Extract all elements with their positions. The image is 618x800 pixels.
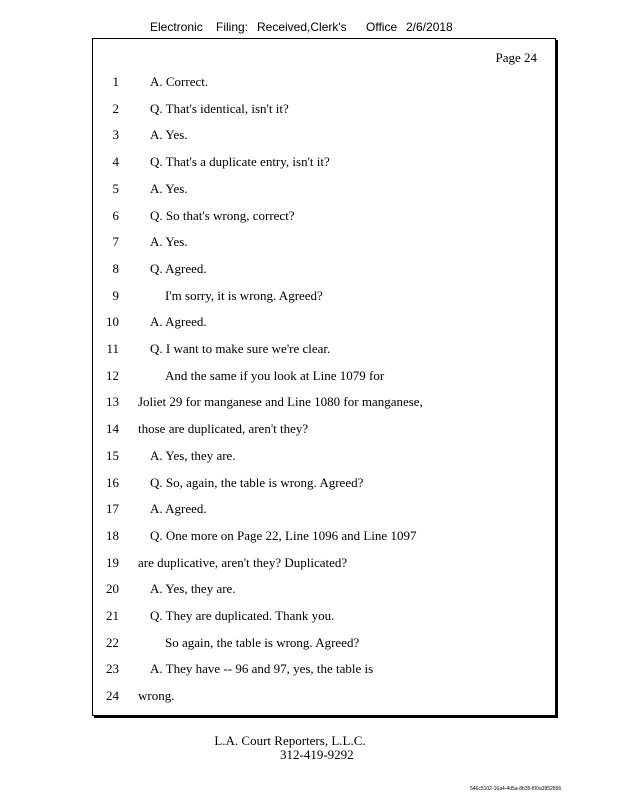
line-text: those are duplicated, aren't they? xyxy=(138,421,309,437)
line-text: A. Yes. xyxy=(150,180,188,196)
line-number: 17 xyxy=(106,501,119,517)
line-number: 9 xyxy=(112,287,119,303)
line-number: 23 xyxy=(106,661,119,677)
transcript-line xyxy=(93,73,555,91)
transcript-line xyxy=(93,126,555,144)
line-number: 21 xyxy=(106,608,119,623)
line-text: So again, the table is wrong. Agreed? xyxy=(165,634,360,650)
line-text: A. Agreed. xyxy=(150,501,207,517)
transcript-line xyxy=(93,474,555,492)
transcript-line xyxy=(93,634,555,652)
transcript-line xyxy=(93,393,555,411)
line-number: 5 xyxy=(112,180,119,196)
header-word-received: Received,Clerk's xyxy=(257,20,347,34)
line-text: Q. That's identical, isn't it? xyxy=(150,100,289,116)
line-text: Q. They are duplicated. Thank you. xyxy=(150,608,335,623)
transcript-line xyxy=(93,100,555,118)
court-reporter-name: L.A. Court Reporters, L.L.C. xyxy=(214,733,366,748)
transcript-line xyxy=(93,207,555,225)
transcript-line xyxy=(93,447,555,465)
line-number: 1 xyxy=(112,74,119,89)
header-word-filing: Filing: xyxy=(216,20,249,34)
line-number: 24 xyxy=(106,688,119,704)
line-text: Q. That's a duplicate entry, isn't it? xyxy=(150,154,330,170)
transcript-line xyxy=(93,687,555,705)
transcript-line xyxy=(93,313,555,331)
transcript-line xyxy=(93,580,555,598)
court-reporter-phone: 312-419-9292 xyxy=(280,747,354,762)
transcript-line xyxy=(93,660,555,678)
line-text: And the same if you look at Line 1079 for xyxy=(165,367,385,383)
transcript-page-frame xyxy=(92,38,556,716)
page-number: Page 24 xyxy=(495,50,537,65)
header-word-electronic: Electronic xyxy=(150,20,203,34)
line-text: A. Yes, they are. xyxy=(150,447,236,463)
transcript-line xyxy=(93,153,555,171)
header-word-office: Office xyxy=(366,20,398,34)
line-number: 12 xyxy=(106,367,119,383)
transcript-line xyxy=(93,554,555,572)
line-number: 3 xyxy=(112,127,119,143)
transcript-line xyxy=(93,287,555,305)
transcript-line xyxy=(93,340,555,358)
transcript-line xyxy=(93,420,555,438)
line-number: 4 xyxy=(112,154,119,170)
line-number: 7 xyxy=(112,234,119,250)
line-number: 11 xyxy=(106,341,119,356)
line-text: A. Agreed. xyxy=(150,314,207,330)
transcript-line xyxy=(93,180,555,198)
transcript-line xyxy=(93,527,555,545)
transcript-line xyxy=(93,233,555,251)
line-text: are duplicative, aren't they? Duplicated? xyxy=(138,554,348,570)
transcript-line xyxy=(93,260,555,278)
line-number: 20 xyxy=(106,581,119,597)
line-text: A. Correct. xyxy=(150,74,209,89)
line-text: Q. So, again, the table is wrong. Agreed? xyxy=(150,474,364,490)
line-number: 18 xyxy=(106,527,119,543)
line-number: 16 xyxy=(106,474,119,490)
line-number: 15 xyxy=(106,447,119,463)
transcript-line xyxy=(93,367,555,385)
line-text: A. Yes. xyxy=(150,127,188,143)
document-id: 546c5102-16a4-4d5a-8b35-f00a3952896 xyxy=(470,786,562,792)
line-text: Q. One more on Page 22, Line 1096 and Line 1097 xyxy=(150,527,417,543)
line-text: Joliet 29 for manganese and Line 1080 for manganese, xyxy=(138,394,423,410)
line-text: I'm sorry, it is wrong. Agreed? xyxy=(165,287,323,303)
line-number: 8 xyxy=(112,260,119,276)
line-text: Q. Agreed. xyxy=(150,260,207,276)
line-text: A. Yes. xyxy=(150,234,188,250)
line-text: A. They have -- 96 and 97, yes, the table is xyxy=(150,661,374,677)
line-text: wrong. xyxy=(138,688,175,704)
line-number: 19 xyxy=(106,554,119,570)
line-number: 2 xyxy=(112,100,119,116)
line-number: 10 xyxy=(106,314,119,330)
line-number: 13 xyxy=(106,394,119,410)
line-text: Q. So that's wrong, correct? xyxy=(150,207,295,223)
line-number: 6 xyxy=(112,207,119,223)
header-word-date: 2/6/2018 xyxy=(406,20,453,34)
line-text: A. Yes, they are. xyxy=(150,581,236,597)
transcript-line xyxy=(93,500,555,518)
line-number: 14 xyxy=(106,421,119,437)
line-text: Q. I want to make sure we're clear. xyxy=(150,341,331,356)
line-number: 22 xyxy=(106,634,119,650)
transcript-line xyxy=(93,607,555,625)
